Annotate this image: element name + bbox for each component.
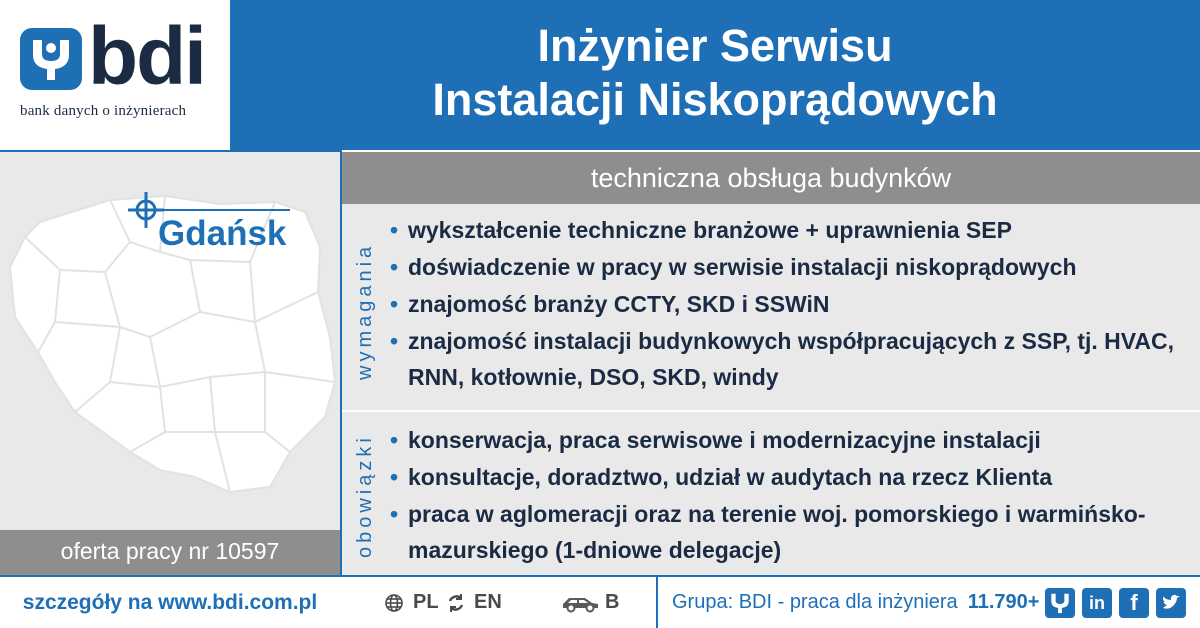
list-item: • praca w aglomeracji oraz na terenie woj. pomorskiego i warmińsko-mazurskiego (1-dniowe delegacje) [388, 496, 1190, 568]
footer [0, 575, 1200, 628]
language-info [342, 577, 658, 628]
list-item: • konsultacje, doradztwo, udział w audytach na rzecz Klienta [388, 459, 1190, 496]
location-map [0, 150, 340, 530]
bullet-icon: • [390, 254, 399, 280]
poland-map-icon [0, 152, 340, 530]
globe-icon [384, 577, 404, 628]
offer-number: oferta pracy nr 10597 [0, 530, 340, 575]
language-pl: PL [413, 591, 439, 613]
details-link[interactable]: szczegóły na www.bdi.com.pl [22, 591, 318, 614]
bullet-icon: • [390, 427, 399, 453]
linkedin-icon[interactable]: in [1082, 588, 1112, 618]
duties-list [388, 422, 1190, 568]
bullet-icon: • [390, 501, 399, 527]
bullet-icon: • [390, 217, 399, 243]
language-en: EN [474, 591, 502, 613]
list-item: • wykształcenie techniczne branżowe + uprawnienia SEP [388, 212, 1190, 249]
duties-section [342, 410, 1200, 575]
job-title-line-1: Inżynier Serwisu [537, 20, 893, 71]
job-title [230, 0, 1200, 150]
list-item: • konserwacja, praca serwisowe i modernizacyjne instalacji [388, 422, 1190, 459]
logo-wordmark: bdi [88, 11, 205, 102]
list-item: • znajomość instalacji budynkowych współpracujących z SSP, tj. HVAC, RNN, kotłownie, DSO, SKD, windy [388, 323, 1190, 395]
swap-icon [446, 577, 466, 628]
driving-license: B [605, 591, 620, 613]
category-bar: techniczna obsługa budynków [342, 152, 1200, 204]
car-icon [560, 577, 600, 628]
logo-tagline: bank danych o inżynierach [20, 103, 187, 119]
duties-label: obowiązki [354, 434, 376, 558]
group-info[interactable] [660, 577, 1040, 628]
city-label: Gdańsk [158, 214, 287, 253]
group-label: Grupa: BDI - praca dla inżyniera [672, 591, 958, 613]
list-item: • znajomość branży CCTY, SKD i SSWiN [388, 286, 1190, 323]
bullet-icon: • [390, 464, 399, 490]
requirements-section [342, 204, 1200, 410]
logo[interactable] [0, 0, 230, 150]
requirements-list [388, 212, 1190, 395]
bullet-icon: • [390, 291, 399, 317]
facebook-icon[interactable]: f [1119, 588, 1149, 618]
group-count: 11.790+ [967, 591, 1040, 613]
requirements-label: wymagania [354, 242, 376, 380]
bdi-icon[interactable] [1045, 588, 1075, 618]
twitter-icon[interactable] [1156, 588, 1186, 618]
job-title-line-2: Instalacji Niskoprądowych [432, 74, 998, 125]
bullet-icon: • [390, 328, 399, 354]
bdi-logo-icon [20, 28, 82, 90]
list-item: • doświadczenie w pracy w serwisie instalacji niskoprądowych [388, 249, 1190, 286]
